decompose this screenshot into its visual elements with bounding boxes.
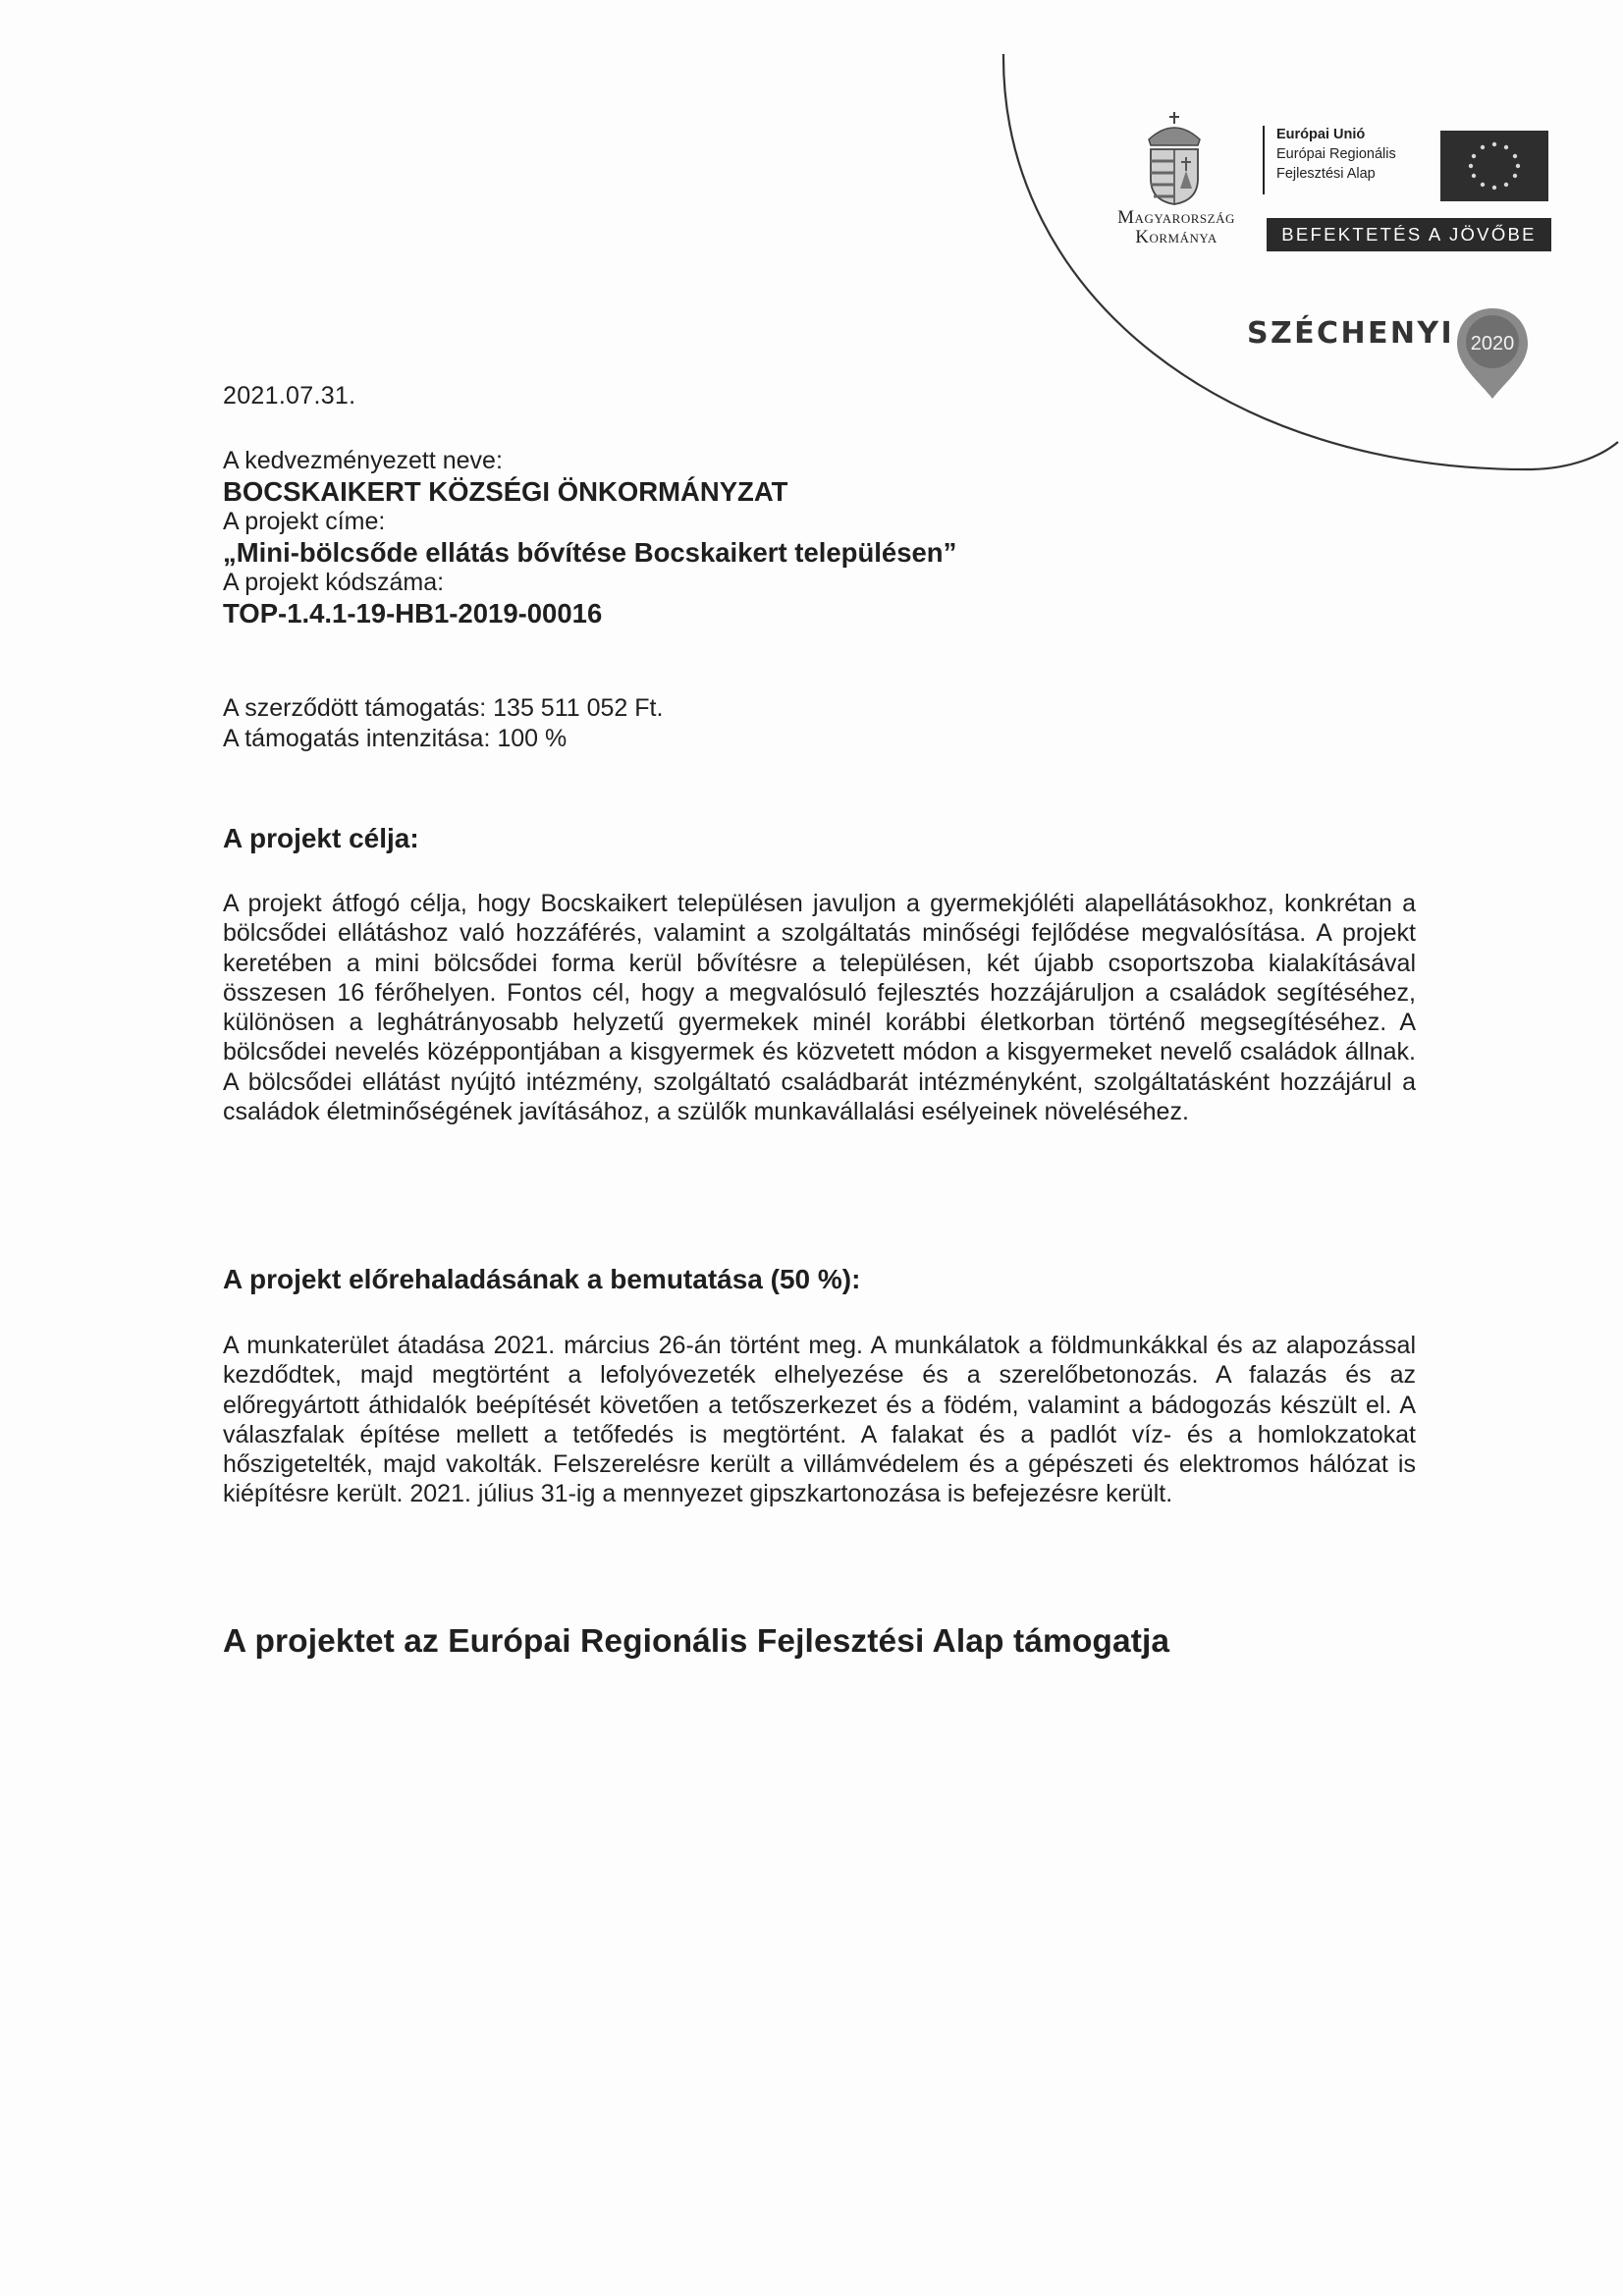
eu-flag-icon	[1440, 131, 1548, 201]
funding-statement: A projektet az Európai Regionális Fejlesztési Alap támogatja	[223, 1623, 1170, 1660]
goal-heading: A projekt célja:	[223, 823, 419, 853]
eu-fund-text	[1276, 125, 1396, 184]
beneficiary-name: BOCSKAIKERT KÖZSÉGI ÖNKORMÁNYZAT	[223, 476, 788, 507]
progress-paragraph: A munkaterület átadása 2021. március 26-án történt meg. A munkálatok a földmunkákkal és az alapozással kezdődtek, majd megtörtént a lefolyóvezeték elhelyezése és a szerelőbetonozás. A falazás és az előregyártott áthidalók beépítését követően a tetőszerkezet és a födém, valamint a bádogozás készült el. A válaszfalak építése mellett a tetőfedés is megtörtént. A falakat és a padlót víz- és a homlokzatokat hőszigetelték, majd vakolták. Felszerelésre került a villámvédelem és a gépészeti és elektromos hálózat is kiépítésre került. 2021. július 31-ig a mennyezet gipszkartonozása is befejezésre került.	[223, 1332, 1416, 1508]
szechenyi-year: 2020	[1470, 333, 1515, 355]
eu-fund-line2: Fejlesztési Alap	[1276, 166, 1376, 182]
project-code-label: A projekt kódszáma:	[223, 569, 445, 596]
eu-logo-divider	[1263, 126, 1265, 194]
progress-heading: A projekt előrehaladásának a bemutatása (50 %):	[223, 1264, 861, 1294]
eu-fund-line1: Európai Regionális	[1276, 146, 1396, 162]
document-date: 2021.07.31.	[223, 382, 356, 410]
beneficiary-label: A kedvezményezett neve:	[223, 447, 503, 474]
eu-union-label: Európai Unió	[1276, 127, 1366, 142]
grant-details	[223, 693, 663, 754]
project-title-label: A projekt címe:	[223, 508, 386, 535]
szechenyi-wordmark: SZÉCHENYI	[1247, 316, 1455, 351]
government-name	[1088, 208, 1265, 247]
project-code: TOP-1.4.1-19-HB1-2019-00016	[223, 598, 603, 629]
goal-paragraph: A projekt átfogó célja, hogy Bocskaikert településen javuljon a gyermekjóléti alapellátásokhoz, konkrétan a bölcsődei ellátáshoz való hozzáférés, valamint a szolgáltatás minőségi fejlődése megvalósítása. A projekt keretében a mini bölcsődei forma kerül bővítésre a településen, két újabb csoportszoba kialakításával összesen 16 férőhelyen. Fontos cél, hogy a megvalósuló fejlesztés hozzájáruljon a családok segítéséhez, különösen a leghátrányosabb helyzetű gyermekek minél korábbi életkorban történő megsegítéséhez. A bölcsődei nevelés középpontjában a kisgyermek és közvetett módon a kisgyermeket nevelő családok állnak. A bölcsődei ellátást nyújtó intézmény, szolgáltató családbarát intézményként, szolgáltatásként hozzájárul a családok életminőségének javításához, a szülők munkavállalási esélyeinek növeléséhez.	[223, 890, 1416, 1126]
logo-arc-decoration	[0, 0, 1623, 511]
map-pin-icon	[1453, 304, 1532, 403]
contracted-support: A szerződött támogatás: 135 511 052 Ft.	[223, 694, 664, 722]
project-title: „Mini-bölcsőde ellátás bővítése Bocskaikert településen”	[223, 537, 957, 568]
slogan-banner: BEFEKTETÉS A JÖVŐBE	[1267, 218, 1551, 251]
project-info	[223, 446, 956, 629]
hungarian-coat-of-arms-icon	[1141, 110, 1208, 206]
support-intensity: A támogatás intenzitása: 100 %	[223, 725, 568, 752]
government-name-line1: Magyarország	[1117, 207, 1235, 228]
government-name-line2: Kormánya	[1135, 227, 1217, 247]
